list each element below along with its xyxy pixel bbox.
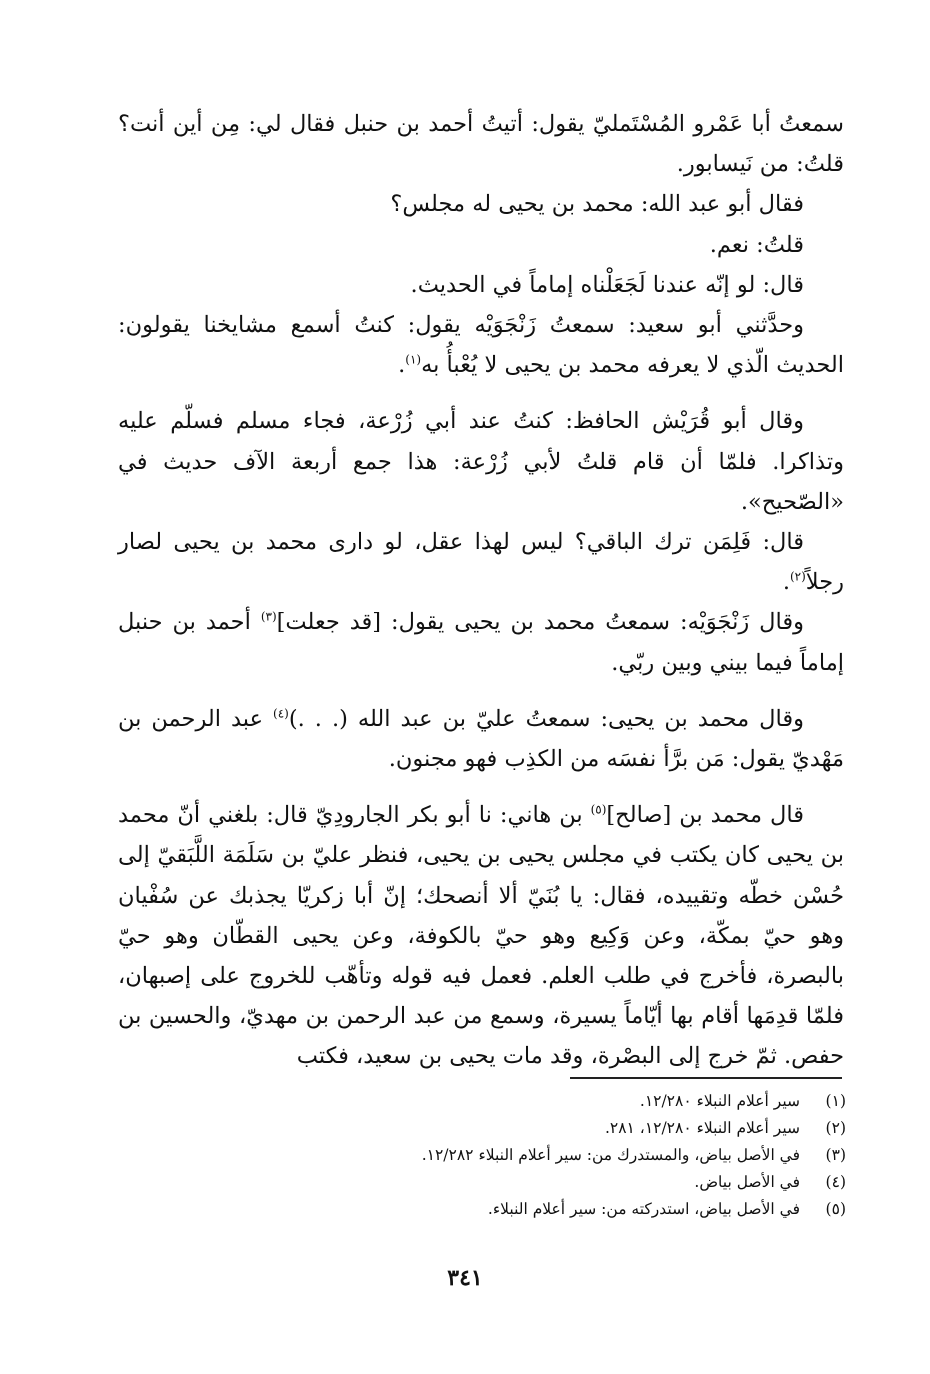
footnote-text: في الأصل بياض. [694,1173,800,1191]
paragraph-4: قال: لو إنّه عندنا لَجَعَلْناه إماماً في الحديث. [410,271,804,298]
page-number: ٣٤١ [447,1265,483,1291]
main-text [118,104,844,1077]
footnote-number: (٥) [825,1200,846,1218]
footnote-text: في الأصل بياض، استدركته من: سير أعلام النبلاء. [487,1200,800,1218]
paragraph-3: قلتُ: نعم. [709,231,804,258]
footnote-ref-1: (١) [405,352,422,367]
footnotes [300,1088,846,1223]
paragraph-8: وقال زَنْجَوَيْه: سمعتُ محمد بن يحيى يقول: [قد جعلت]$^{(٣)}$ أحمد بن حنبل إماماً فيما بيني وبين ربّي. [118,609,844,676]
footnote-5 [300,1196,846,1223]
footnote-divider [570,1077,842,1079]
footnote-number: (٢) [825,1119,846,1137]
footnote-number: (٣) [825,1146,846,1164]
footnote-4 [300,1169,846,1196]
footnote-number: (١) [825,1092,846,1110]
footnote-text: سير أعلام النبلاء ١٢/٢٨٠. [639,1092,800,1110]
paragraph-5: وحدَّثني أبو سعيد: سمعتُ زَنْجَوَيْه يقول: كنتُ أسمع مشايخنا يقولون: الحديث الّذي لا يعرفه محمد بن يحيى لا يُعْبأُ به$^{(١)}$. [118,312,844,379]
paragraph-2: فقال أبو عبد الله: محمد بن يحيى له مجلس؟ [390,191,804,218]
footnote-2 [300,1115,846,1142]
paragraph-10: قال محمد بن [صالح]$^{(٥)}$ بن هاني: نا أبو بكر الجارودِيّ قال: بلغني أنّ محمد بن يحيى كان يكتب في مجلس يحيى بن يحيى، فنظر عليّ بن سَلَمَة اللَّبَقيّ إلى حُسْن خطّه وتقييده، فقال: يا بُنَيّ ألا أنصحك؛ إنّ أبا زكريّا يجذبك عن سُفْيان وهو حيّ بمكّة، وعن وَكِيع وهو حيّ بالكوفة، وعن يحيى القطّان وهو حيّ بالبصرة، فأخرج في طلب العلم. فعمل فيه قوله وتأهّب للخروج على إصبهان، فلمّا قدِمَها أقام بها أيّاماً يسيرة، وسمع من عبد الرحمن بن مهديّ، والحسين بن حفص. ثمّ خرج إلى البصْرة، وقد مات يحيى بن سعيد، فكتب [118,802,844,1070]
footnote-number: (٤) [825,1173,846,1191]
footnote-ref-2: (٢) [789,569,806,584]
footnote-ref-4: (٤) [273,706,289,721]
footnote-ref-3: (٣) [260,609,277,624]
footnote-1 [300,1088,846,1115]
footnote-text: في الأصل بياض، والمستدرك من: سير أعلام النبلاء ١٢/٢٨٢. [421,1146,800,1164]
paragraph-1: سمعتُ أبا عَمْرو المُسْتَمليّ يقول: أتيتُ أحمد بن حنبل فقال لي: مِن أين أنت؟ قلتُ: من نَيسابور. [118,111,844,178]
footnote-text: سير أعلام النبلاء ١٢/٢٨٠، ٢٨١. [604,1119,800,1137]
footnote-ref-5: (٥) [590,802,607,817]
paragraph-6: وقال أبو قُرَيْش الحافظ: كنتُ عند أبي زُرْعة، فجاء مسلم فسلّم عليه وتذاكرا. فلمّا أن قام قلتُ لأبي زُرْعة: هذا جمع أربعة الآف حديث في «الصّحيح». [118,408,844,515]
paragraph-7: قال: فَلِمَن ترك الباقي؟ ليس لهذا عقل، لو دارى محمد بن يحيى لصار رجلاً$^{(٢)}$. [118,529,844,596]
paragraph-9: وقال محمد بن يحيى: سمعتُ عليّ بن عبد الله (. . .)$^{(٤)}$ عبد الرحمن بن مَهْديّ يقول: مَن برَّأ نفسَه من الكذِب فهو مجنون. [118,705,844,773]
footnote-3 [300,1142,846,1169]
